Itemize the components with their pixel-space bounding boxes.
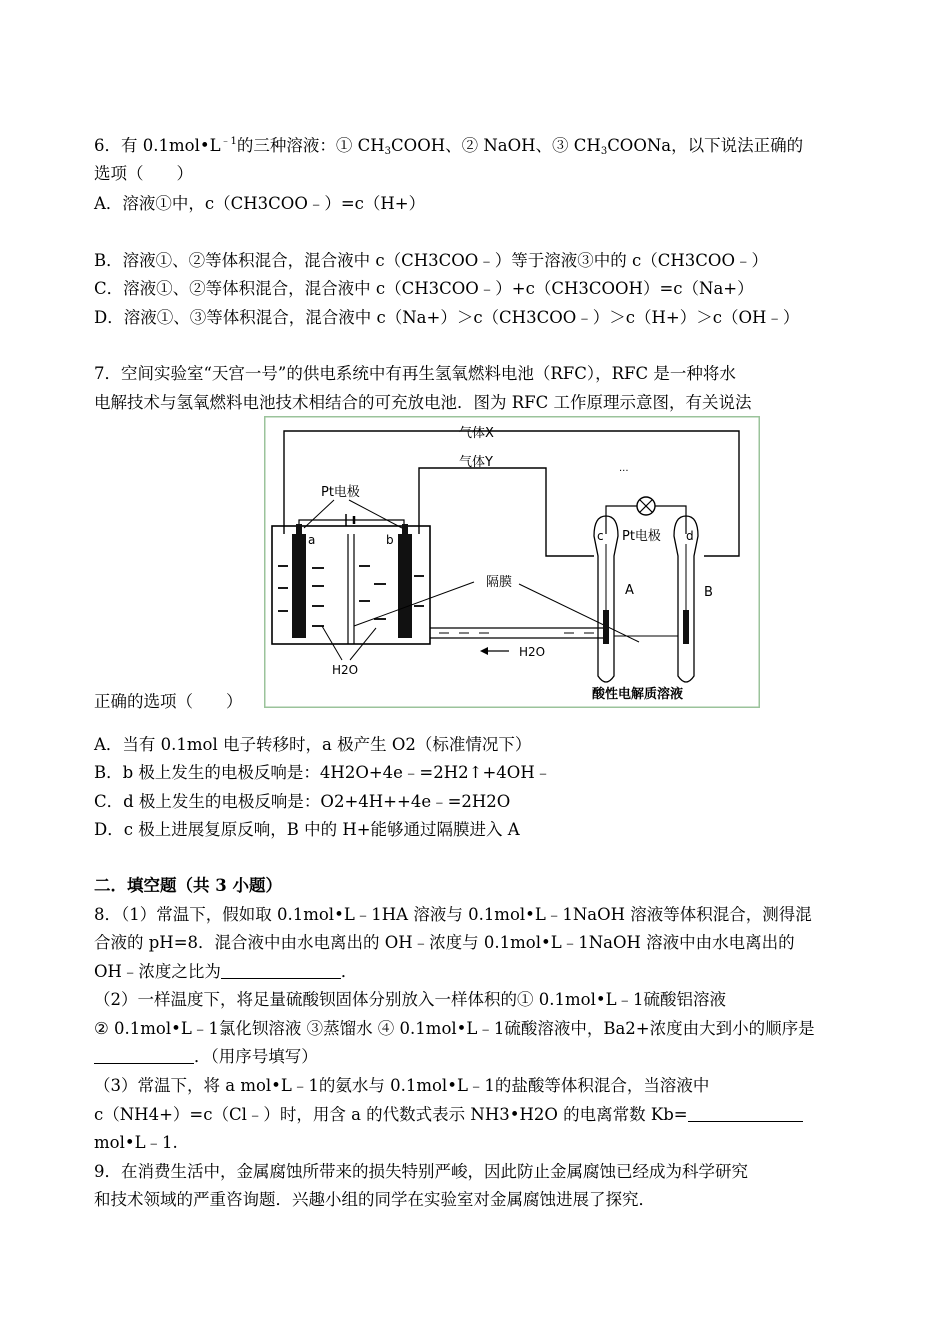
q7-option-a: A．当有 0.1mol 电子转移时，a 极产生 O2（标准情况下）: [94, 735, 532, 754]
q8-line2: 合液的 pH=8．混合液中由水电离出的 OH﹣浓度与 0.1mol•L﹣1NaOH 溶液中由水电离出的: [94, 933, 795, 952]
q8-line1: 8．（1）常温下，假如取 0.1mol•L﹣1HA 溶液与 0.1mol•L﹣1NaOH 溶液等体积混合，测得混: [94, 905, 812, 924]
rfc-diagram: [264, 416, 760, 708]
q8-line8: c（NH4+）=c（Cl﹣）时，用含 a 的代数式表示 NH3•H2O 的电离常数 Kb=: [94, 1103, 803, 1127]
q9-line2: 和技术领域的严重咨询题．兴趣小组的同学在实验室对金属腐蚀进展了探究．: [94, 1190, 655, 1209]
answer-blank-1[interactable]: [221, 962, 341, 979]
answer-blank-3[interactable]: [688, 1105, 803, 1122]
q6-option-a: A．溶液①中，c（CH3COO﹣）=c（H+）: [94, 194, 426, 213]
q9-line1: 9．在消费生活中，金属腐蚀所带来的损失特别严峻，因此防止金属腐蚀已经成为科学研究: [94, 1162, 748, 1181]
q8-line7: （3）常温下，将 a mol•L﹣1的氨水与 0.1mol•L﹣1的盐酸等体积混合，当溶液中: [94, 1076, 710, 1095]
q8-line6: ．（用序号填写）: [94, 1045, 318, 1069]
label-electrolyte: 酸性电解质溶液: [592, 687, 684, 702]
label-h2o-flow: H2O: [519, 645, 546, 659]
q7-stem-line2: 电解技术与氢氧燃料电池技术相结合的可充放电池．图为 RFC 工作原理示意图，有关说法: [94, 393, 752, 412]
label-a: a: [308, 533, 316, 547]
q6-option-c: C．溶液①、②等体积混合，混合液中 c（CH3COO﹣）+c（CH3COOH）=c（Na+）: [94, 279, 754, 298]
q8-line4: （2）一样温度下，将足量硫酸钡固体分别放入一样体积的① 0.1mol•L﹣1硫酸铝溶液: [94, 990, 727, 1009]
label-gas-x: 气体X: [459, 426, 494, 441]
label-b: b: [386, 533, 394, 547]
q6-stem-line1: 6．有 $0.1mol•L^{﹣1}$的三种溶液：① $CH_3COOH$、② NaOH、③ $CH_3COONa$，以下说法正确的: [94, 136, 804, 157]
label-c: c: [597, 529, 604, 543]
label-A: A: [625, 583, 634, 598]
answer-blank-2[interactable]: [94, 1047, 194, 1064]
q6-option-b: B．溶液①、②等体积混合，混合液中 c（CH3COO﹣）等于溶液③中的 c（CH3COO﹣）: [94, 251, 768, 270]
q7-option-c: C．d 极上发生的电极反响是：O2+4H++4e﹣=2H2O: [94, 792, 511, 811]
q7-option-b: B．b 极上发生的电极反响是：4H2O+4e﹣=2H2↑+4OH﹣: [94, 763, 552, 782]
q6-option-d: D．溶液①、③等体积混合，混合液中 c（Na+）＞c（CH3COO﹣）＞c（H+）＞c（OH﹣）: [94, 308, 800, 327]
label-pt-left: Pt电极: [321, 485, 360, 500]
label-B: B: [704, 585, 713, 600]
dots: ···: [619, 466, 629, 477]
q7-stem-line3: 正确的选项（ ）: [94, 692, 243, 711]
q7-stem-line1: 7．空间实验室“天宫一号”的供电系统中有再生氢氧燃料电池（RFC），RFC 是一种将水: [94, 364, 736, 383]
label-d: d: [686, 529, 694, 543]
q7-option-d: D．c 极上进展复原反响，B 中的 H+能够通过隔膜进入 A: [94, 820, 520, 839]
label-h2o-left: H2O: [332, 663, 359, 677]
q8-line5: ② 0.1mol•L﹣1氯化钡溶液 ③蒸馏水 ④ 0.1mol•L﹣1硫酸溶液中，Ba2+浓度由大到小的顺序是: [94, 1019, 815, 1038]
section-title: 二．填空题（共 3 小题）: [94, 876, 282, 895]
label-gas-y: 气体Y: [459, 455, 493, 470]
label-pt-right: Pt电极: [622, 529, 661, 544]
q8-line3: OH﹣浓度之比为 ．: [94, 962, 358, 981]
label-membrane: 隔膜: [486, 575, 513, 590]
q6-stem-line2: 选项（ ）: [94, 164, 193, 183]
q8-line9: mol•L﹣1.: [94, 1133, 178, 1152]
